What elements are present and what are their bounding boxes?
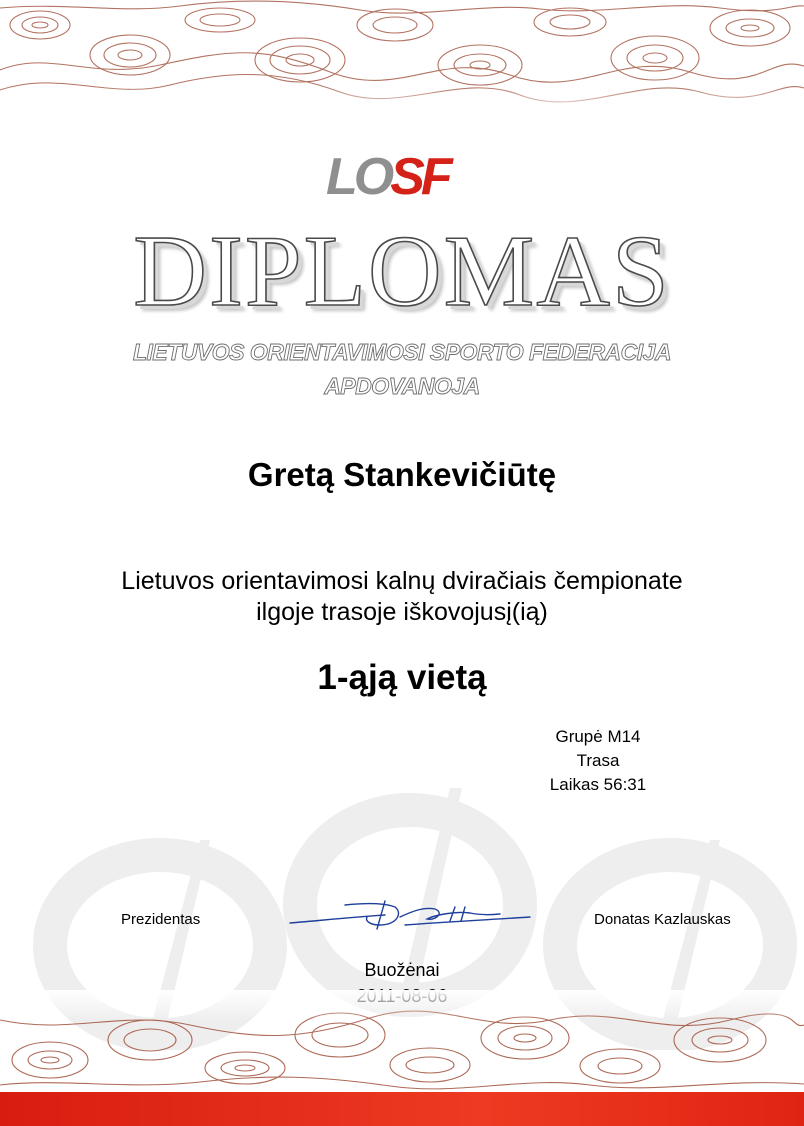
- achievement-description-line2: ilgoje trasoje iškovojusį(ią): [256, 598, 548, 626]
- achievement-description-line1: Lietuvos orientavimosi kalnų dviračiais čempionate: [121, 567, 683, 595]
- event-location: Buožėnai: [364, 960, 440, 980]
- footer-red-band: [0, 1092, 804, 1126]
- president-name: Donatas Kazlauskas: [594, 911, 731, 928]
- group-label: Grupė M14: [555, 727, 641, 746]
- president-label: Prezidentas: [121, 911, 201, 928]
- diploma-title: DIPLOMAS: [133, 215, 671, 328]
- logo-wordmark: LOSF: [326, 148, 449, 206]
- recipient-name: Gretą Stankevičiūtę: [247, 456, 557, 493]
- topographic-border-bottom: [0, 990, 804, 1092]
- losf-logo: [326, 150, 486, 205]
- topographic-border-top: [0, 0, 804, 115]
- awards-text: APDOVANOJA: [324, 373, 480, 399]
- course-label: Trasa: [576, 751, 620, 770]
- place-awarded: 1-ąją vietą: [317, 658, 487, 697]
- handwritten-signature: [285, 895, 535, 935]
- time-label: Laikas 56:31: [549, 775, 647, 794]
- federation-name: LIETUVOS ORIENTAVIMOSI SPORTO FEDERACIJA: [132, 339, 672, 365]
